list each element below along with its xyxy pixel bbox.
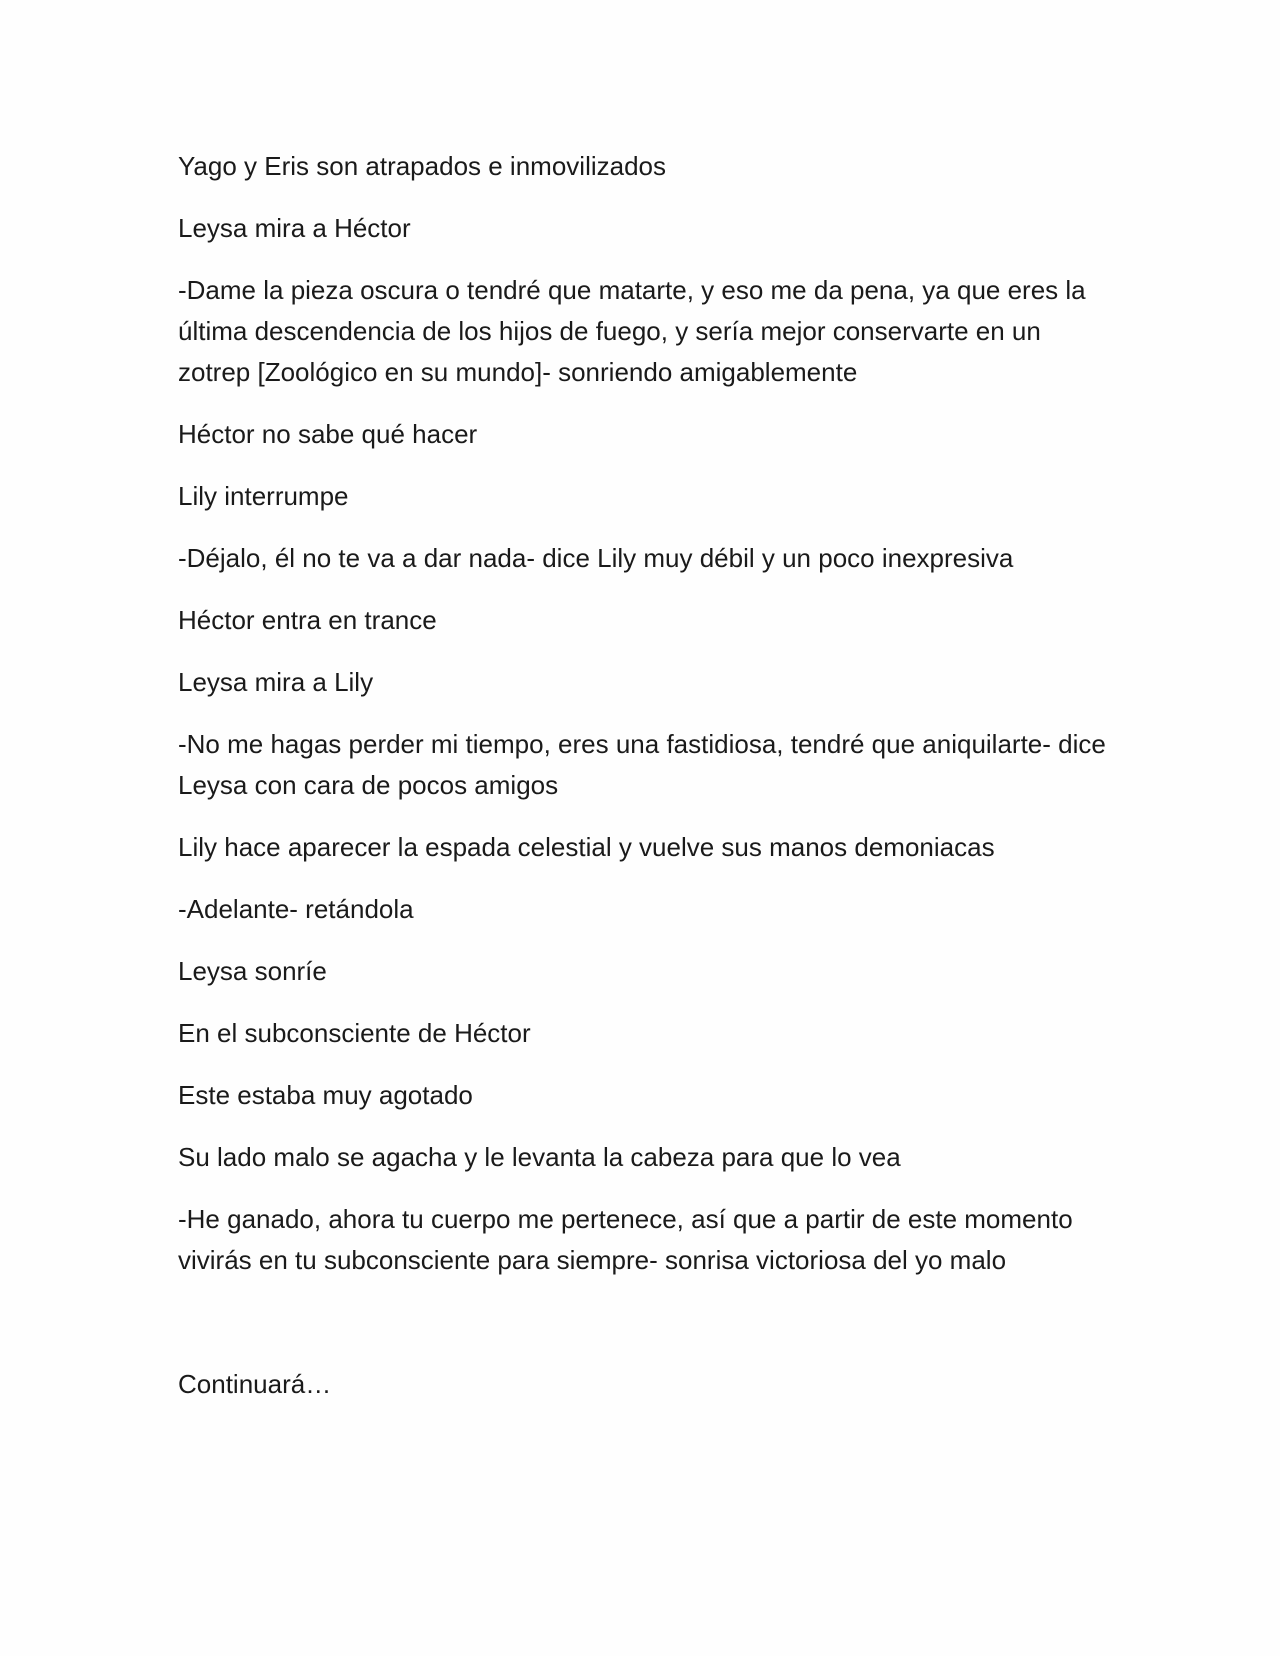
closing-text: Continuará… <box>178 1369 332 1399</box>
paragraph: Su lado malo se agacha y le levanta la cabeza para que lo vea <box>178 1142 901 1172</box>
paragraph: Lily hace aparecer la espada celestial y vuelve sus manos demoniacas <box>178 832 995 862</box>
paragraph: -Déjalo, él no te va a dar nada- dice Lily muy débil y un poco inexpresiva <box>178 543 1014 573</box>
paragraph: Leysa mira a Héctor <box>178 213 411 243</box>
paragraph: -No me hagas perder mi tiempo, eres una fastidiosa, tendré que aniquilarte- dice Leysa con cara de pocos amigos <box>178 729 1106 800</box>
paragraph: -Adelante- retándola <box>178 894 414 924</box>
paragraph: Héctor no sabe qué hacer <box>178 419 478 449</box>
paragraph: -Dame la pieza oscura o tendré que matarte, y eso me da pena, ya que eres la última descendencia de los hijos de fuego, y sería mejor conservarte en un zotrep [Zoológico en su mundo]- sonriendo amigablemente <box>178 275 1086 387</box>
paragraph: Este estaba muy agotado <box>178 1080 473 1110</box>
paragraph: Leysa mira a Lily <box>178 667 374 697</box>
document-body <box>178 146 1118 1426</box>
paragraph: En el subconsciente de Héctor <box>178 1018 531 1048</box>
paragraph: Héctor entra en trance <box>178 605 437 635</box>
paragraph: Leysa sonríe <box>178 956 327 986</box>
paragraph: -He ganado, ahora tu cuerpo me pertenece, así que a partir de este momento vivirás en tu subconsciente para siempre- sonrisa victoriosa del yo malo <box>178 1204 1073 1275</box>
paragraph: Yago y Eris son atrapados e inmovilizados <box>178 151 666 181</box>
paragraph: Lily interrumpe <box>178 481 349 511</box>
blank-line <box>178 1302 1118 1364</box>
